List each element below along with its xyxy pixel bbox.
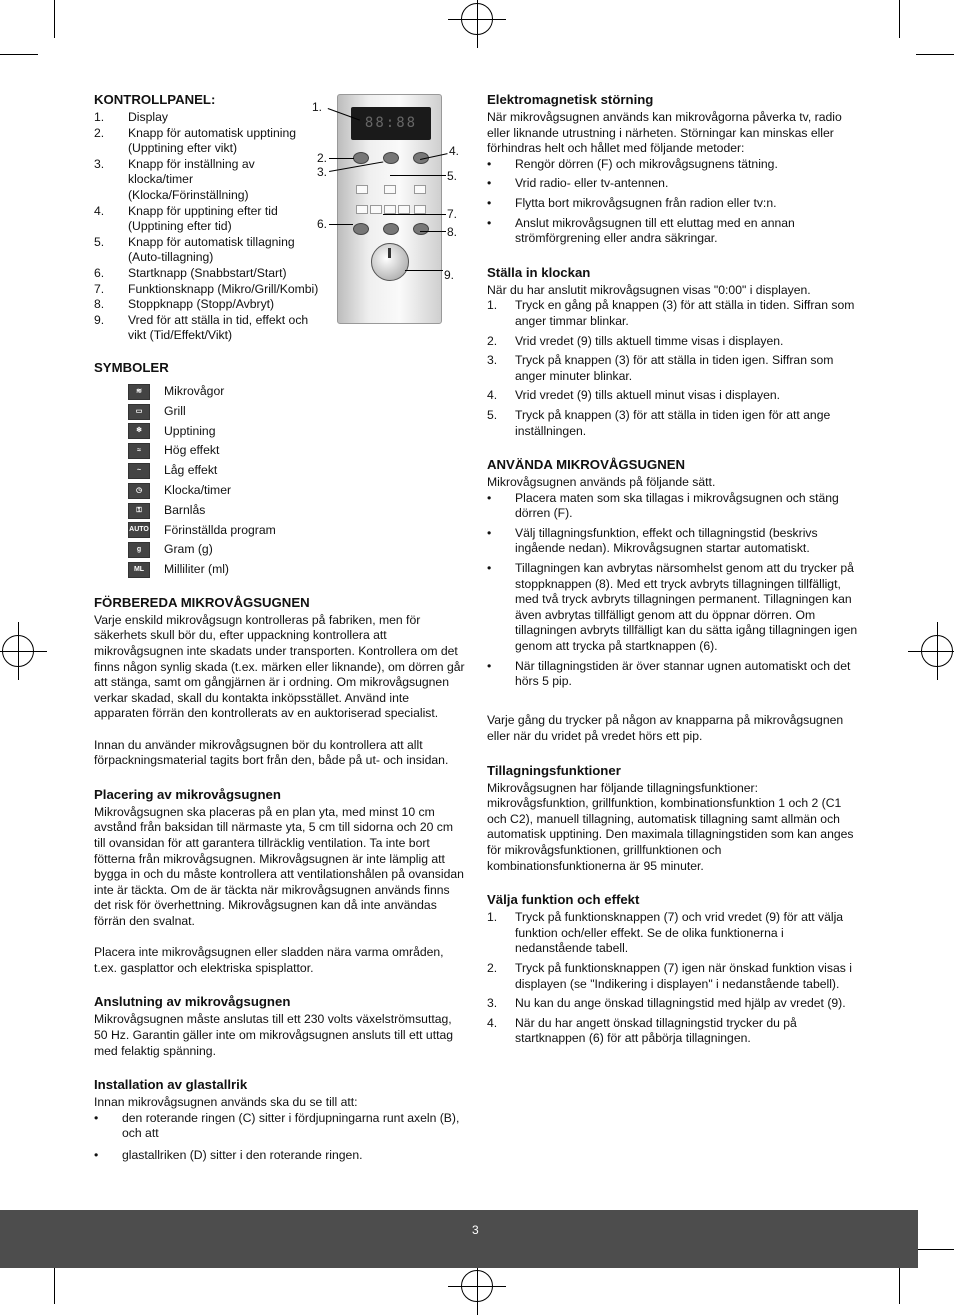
control-panel-item <box>94 282 326 298</box>
functions-section <box>487 763 861 875</box>
low-power-icon: ~ <box>128 463 150 479</box>
child-lock-icon: ⚿ <box>128 503 150 519</box>
callout-8: 8. <box>447 225 458 239</box>
symbol-row <box>128 402 466 422</box>
emi-bullet-3: Flytta bort mikrovågsugnen från radion eller tv:n. <box>515 195 777 210</box>
item-number: 5. <box>94 234 105 249</box>
list-item <box>487 961 861 992</box>
step-text: Tryck en gång på knappen (3) för att ställa in tiden. Siffran som anger timmar blinkar. <box>515 298 855 328</box>
gram-icon: g <box>128 542 150 558</box>
registration-mark <box>461 3 493 35</box>
item-line: Knapp för inställning av <box>128 156 255 171</box>
item-line: Display <box>128 110 168 124</box>
item-line: vikt (Tid/Effekt/Vikt) <box>128 328 233 343</box>
connection-section <box>94 994 466 1059</box>
placement-paragraph-1: Mikrovågsugnen ska placeras på en plan yta, med minst 10 cm avstånd från baksidan till närmaste yta, 5 cm till sidorna och 20 cm till ovansidan för att garantera tillräcklig ventilation. Ta inte bort fötterna från mikrovågsugnen. Mikrovågsugnen är inte lämplig att bygga in och du måste kontrollera att ventilationshålen på ovansidan inte är täckta. Om de är täckta när mikrovågsugnen används finns det risk för överhettning. Mikrovågsugnen kan då inte användas förrän den svalnat. <box>94 804 464 928</box>
clock-section <box>487 265 861 439</box>
item-number: 9. <box>94 312 105 327</box>
item-number: 2. <box>94 125 105 140</box>
clock-title: Ställa in klockan <box>487 264 591 280</box>
item-line: Vred för att ställa in tid, effekt och <box>128 312 309 327</box>
list-item <box>487 298 861 329</box>
callout-3: 3. <box>317 165 328 179</box>
crop-mark <box>0 54 38 55</box>
use-intro: Mikrovågsugnen används på följande sätt. <box>487 475 716 490</box>
placement-title: Placering av mikrovågsugnen <box>94 786 281 802</box>
list-item: • Flytta bort mikrovågsugnen från radion eller tv:n. <box>487 195 777 210</box>
list-item: • Placera maten som ska tillagas i mikrovågsugnen och stäng dörren (F). <box>487 491 861 522</box>
item-text <box>128 110 168 126</box>
step-number: 3. <box>487 996 498 1011</box>
emi-bullet-2: Vrid radio- eller tv-antennen. <box>515 176 669 191</box>
crop-mark <box>899 0 900 38</box>
select-steps <box>487 910 861 1047</box>
high-power-icon: ≈ <box>128 443 150 459</box>
list-item: • den roterande ringen (C) sitter i fördjupningarna runt axeln (B), och att <box>94 1111 466 1142</box>
control-panel-item <box>94 110 326 126</box>
auto-cook-icon: AUTO <box>128 522 150 538</box>
control-panel-section <box>94 92 466 344</box>
milliliter-icon: ML <box>128 562 150 578</box>
right-column <box>487 92 861 1062</box>
step-text: När du har angett önskad tillagningstid trycker du på startknappen (6) för att påbörja tillagningen. <box>515 1015 797 1046</box>
callout-2: 2. <box>317 151 328 165</box>
list-item <box>487 408 861 439</box>
emi-section <box>487 92 861 247</box>
list-item <box>487 334 861 350</box>
step-number: 5. <box>487 407 498 422</box>
registration-mark <box>2 635 34 667</box>
symbol-row <box>128 540 466 560</box>
item-text <box>128 313 308 344</box>
item-line: Funktionsknapp (Mikro/Grill/Kombi) <box>128 281 319 296</box>
emi-title: Elektromagnetisk störning <box>487 92 654 107</box>
symbol-row <box>128 461 466 481</box>
symbols-section <box>94 360 466 580</box>
step-number: 1. <box>487 298 498 313</box>
registration-mark <box>921 635 953 667</box>
symbol-label: Upptining <box>164 423 216 438</box>
symbol-row <box>128 422 466 442</box>
step-number: 2. <box>487 960 498 975</box>
emi-bullet-4: Anslut mikrovågsugnen till ett eluttag med en annan strömförgrening eller andra säkringar. <box>515 215 795 246</box>
callout-6: 6. <box>317 217 328 231</box>
symbol-row <box>128 441 466 461</box>
use-bullet-4: När tillagningstiden är över stannar ugnen automatiskt och det hörs 5 pip. <box>515 658 851 689</box>
symbol-label: Grill <box>164 403 186 418</box>
item-number: 1. <box>94 110 105 124</box>
control-panel-item <box>94 126 326 157</box>
list-item: • Tillagningen kan avbrytas närsomhelst genom att du trycker på stoppknappen (8). Med ett tryck avbryts tillagningen tillfälligt, med två tryck avbryts tillagningen permanent. Tillagningen kan även avbrytas tillfälligt genom att du öppnar dörren. Om tillagningen avbryts tillfälligt kan du sätta igång tillagningen igen genom att trycka på startknappen (6). <box>487 561 861 655</box>
page-number: 3 <box>472 1223 479 1237</box>
use-bullet-2: Välj tillagningsfunktion, effekt och tillagningstid (beskrivs ingående nedan). Mikrovågsugnen startar automatiskt. <box>515 525 818 556</box>
step-number: 3. <box>487 353 498 368</box>
prepare-title: FÖRBEREDA MIKROVÅGSUGNEN <box>94 594 310 610</box>
step-number: 2. <box>487 333 498 348</box>
item-text <box>128 282 318 298</box>
list-item: • Välj tillagningsfunktion, effekt och tillagningstid (beskrivs ingående nedan). Mikrovågsugnen startar automatiskt. <box>487 526 861 557</box>
item-text <box>128 266 287 282</box>
control-panel-item <box>94 297 326 313</box>
use-bullet-1: Placera maten som ska tillagas i mikrovågsugnen och stäng dörren (F). <box>515 490 839 521</box>
control-panel-item <box>94 235 326 266</box>
grill-icon: ▭ <box>128 404 150 420</box>
connection-title: Anslutning av mikrovågsugnen <box>94 994 291 1010</box>
list-item: • glastallriken (D) sitter i den roterande ringen. <box>94 1147 363 1162</box>
symbol-row <box>128 501 466 521</box>
emi-bullet-1: Rengör dörren (F) och mikrovågsugnens tätning. <box>515 156 778 171</box>
symbol-row <box>128 520 466 540</box>
list-item: • När tillagningstiden är över stannar ugnen automatiskt och det hörs 5 pip. <box>487 659 861 690</box>
callout-7: 7. <box>447 207 458 221</box>
list-item <box>487 388 861 404</box>
glass-bullet-2: glastallriken (D) sitter i den roterande ringen. <box>122 1147 363 1162</box>
symbols-title: SYMBOLER <box>94 359 169 375</box>
callout-4: 4. <box>449 144 460 158</box>
prepare-paragraph-2: Innan du använder mikrovågsugnen bör du kontrollera att allt förpackningsmaterial tagits bort från den, både på ut- och insidan. <box>94 737 449 768</box>
list-item <box>487 996 861 1012</box>
functions-title: Tillagningsfunktioner <box>487 762 621 778</box>
symbols-list <box>94 382 466 580</box>
symbol-label: Hög effekt <box>164 443 220 458</box>
use-bullet-3: Tillagningen kan avbrytas närsomhelst genom att du trycker på stoppknappen (8). Med ett tryck avbryts tillagningen tillfälligt, med två tryck avbryts tillagningen permanent. Tillagningen kan även avbrytas tillfälligt genom att du öppnar dörren. Om tillagningen avbryts tillfälligt kan du sätta igång tillagningen igen genom att trycka på startknappen (6). <box>515 561 858 654</box>
step-number: 1. <box>487 910 498 925</box>
registration-mark <box>461 1270 493 1302</box>
list-item <box>487 353 861 384</box>
control-panel-title: KONTROLLPANEL: <box>94 92 216 107</box>
use-beep-note: Varje gång du trycker på någon av knapparna på mikrovågsugnen eller när du vridet på vredet hörs ett pip. <box>487 713 844 743</box>
microwave-icon: ≋ <box>128 384 150 400</box>
placement-paragraph-2: Placera inte mikrovågsugnen eller sladden nära varma områden, t.ex. gasplattor och elektriska spisplattor. <box>94 945 444 975</box>
control-panel-item <box>94 157 326 204</box>
callout-1: 1. <box>312 100 323 114</box>
crop-mark <box>916 1249 954 1250</box>
step-text: Tryck på funktionsknappen (7) och vrid vredet (9) för att välja funktion och/eller effekt. Se de olika funktionerna i nedanstående tabell. <box>515 910 844 956</box>
symbol-label: Klocka/timer <box>164 482 232 497</box>
callout-9: 9. <box>444 268 455 282</box>
prepare-section <box>94 595 466 769</box>
step-number: 4. <box>487 388 498 403</box>
symbol-label: Mikrovågor <box>164 384 225 398</box>
control-panel-item <box>94 204 326 235</box>
use-section <box>487 457 861 745</box>
list-item: • Anslut mikrovågsugnen till ett eluttag med en annan strömförgrening eller andra säkringar. <box>487 216 861 247</box>
symbol-label: Förinställda program <box>164 522 276 537</box>
item-number: 3. <box>94 156 105 171</box>
item-line: Knapp för upptining efter tid <box>128 203 278 218</box>
item-number: 4. <box>94 203 105 218</box>
crop-mark <box>54 1268 55 1304</box>
use-title: ANVÄNDA MIKROVÅGSUGNEN <box>487 457 686 473</box>
placement-section <box>94 787 466 977</box>
step-text: Vrid vredet (9) tills aktuell timme visas i displayen. <box>515 333 784 348</box>
step-number: 4. <box>487 1015 498 1030</box>
emi-intro: När mikrovågsugnen används kan mikrovågorna påverka tv, radio eller liknande utrustning i närheten. Störningar kan minskas eller förhindras helt och hållet med följande metoder: <box>487 110 842 156</box>
item-number: 8. <box>94 297 105 312</box>
select-title: Välja funktion och effekt <box>487 892 640 908</box>
item-line: klocka/timer <box>128 172 194 187</box>
item-line: Startknapp (Snabbstart/Start) <box>128 265 287 280</box>
item-line: Stoppknapp (Stopp/Avbryt) <box>128 297 275 312</box>
glass-intro: Innan mikrovågsugnen används ska du se till att: <box>94 1095 358 1110</box>
connection-paragraph: Mikrovågsugnen måste anslutas till ett 230 volts växelströmsuttag, 50 Hz. Garantin gäller inte om mikrovågsugnen ansluts till ett uttag med felaktig spänning. <box>94 1012 454 1058</box>
item-line: (Upptining efter vikt) <box>128 141 238 156</box>
item-line: Knapp för automatisk upptining <box>128 125 297 140</box>
item-number: 6. <box>94 265 105 280</box>
step-text: Nu kan du ange önskad tillagningstid med hjälp av vredet (9). <box>515 996 846 1011</box>
item-text <box>128 235 295 266</box>
symbol-label: Låg effekt <box>164 463 218 478</box>
step-text: Tryck på funktionsknappen (7) igen när önskad funktion visas i displayen (se "Indikering i displayen" i nedanstående tabell). <box>515 960 852 991</box>
select-section <box>487 892 861 1047</box>
control-panel-item <box>94 313 326 344</box>
symbol-row <box>128 481 466 501</box>
symbol-row <box>128 382 466 402</box>
list-item: • Rengör dörren (F) och mikrovågsugnens tätning. <box>487 156 778 171</box>
item-text <box>128 157 255 204</box>
item-line: (Klocka/Förinställning) <box>128 187 249 202</box>
step-text: Vrid vredet (9) tills aktuell minut visas i displayen. <box>515 388 781 403</box>
item-text <box>128 126 296 157</box>
crop-mark <box>916 54 954 55</box>
clock-intro: När du har anslutit mikrovågsugnen visas "0:00" i displayen. <box>487 282 811 297</box>
step-text: Tryck på knappen (3) för att ställa in tiden igen. Siffran som anger minuter blinkar. <box>515 353 834 383</box>
list-item <box>487 1016 861 1047</box>
item-text <box>128 204 278 235</box>
callout-5: 5. <box>447 169 458 183</box>
step-text: Tryck på knappen (3) för att ställa in tiden igen för att ange inställningen. <box>515 407 831 438</box>
prepare-paragraph-1: Varje enskild mikrovågsugn kontrolleras på fabriken, men för säkerhets skull bör du, efter uppackning kontrollera att mikrovågsugnen inte skadats under transporten. Kontrollera om det finns någon synlig skada (t.ex. märken eller liknande), om dörren går att stänga, samt om gångjärnen är i ordning. Om mikrovågsugnen verkar skadad, skall du kontakta inköpsstället. Använd inte apparaten förrän den kontrollerats av en auktoriserad specialist. <box>94 612 465 721</box>
item-line: (Auto-tillagning) <box>128 250 214 265</box>
symbol-row <box>128 560 466 580</box>
list-item <box>487 910 861 957</box>
item-number: 7. <box>94 281 105 296</box>
functions-paragraph: Mikrovågsugnen har följande tillagningsfunktioner: mikrovågsfunktion, grillfunktion, kombinationsfunktion 1 och 2 (C1 och C2), manuell tillagning, automatisk tillagning samt allmän och automatisk upptining. Den maximala tillagningstiden som kan anges för mikrovågsfunktionen, grillfunktionen och kombinationsfunktionerna är 95 minuter. <box>487 780 854 873</box>
item-line: Knapp för automatisk tillagning <box>128 234 295 249</box>
symbol-label: Barnlås <box>164 502 206 517</box>
defrost-icon: ❄ <box>128 423 150 439</box>
left-column <box>94 92 466 1179</box>
glass-section <box>94 1077 466 1163</box>
clock-steps <box>487 298 861 439</box>
crop-mark <box>54 0 55 38</box>
control-panel-item <box>94 266 326 282</box>
list-item: • Vrid radio- eller tv-antennen. <box>487 176 669 191</box>
item-line: (Upptining efter tid) <box>128 219 232 234</box>
control-panel-list <box>94 110 466 344</box>
symbol-label: Milliliter (ml) <box>164 562 229 577</box>
symbol-label: Gram (g) <box>164 542 213 557</box>
panel-display: 88:88 <box>351 107 431 140</box>
crop-mark <box>899 1268 900 1304</box>
glass-bullet-1: den roterande ringen (C) sitter i fördjupningarna runt axeln (B), och att <box>122 1110 460 1141</box>
glass-title: Installation av glastallrik <box>94 1077 248 1093</box>
page-footer <box>0 1210 918 1268</box>
clock-icon: ◷ <box>128 483 150 499</box>
item-text <box>128 297 274 313</box>
